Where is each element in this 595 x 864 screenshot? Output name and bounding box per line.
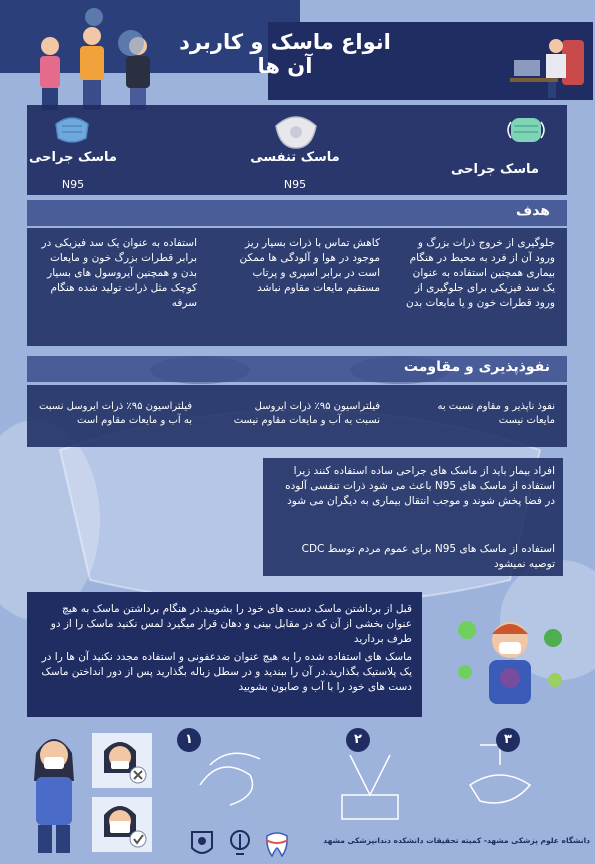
permeability-text-respirator: فیلتراسیون ۹۵٪ ذرات ایروسل نسبت به آب و مایعات مقاوم نیست xyxy=(233,401,380,426)
mask-name: ماسک جراحی xyxy=(29,150,117,165)
woman-with-mask-illustration xyxy=(22,725,87,855)
note-text-1: افراد بیمار باید از ماسک های جراحی ساده استفاده کنند زیرا استفاده از ماسک های N95 باعث می شود ذرات تنفسی آلوده در فضا پخش شوند و موجب انتقال بیماری به دیگران می شود xyxy=(285,465,555,507)
mask-code: N95 xyxy=(283,178,307,191)
dental-school-logo-icon xyxy=(262,830,292,858)
mask-code: N95 xyxy=(61,178,85,191)
permeability-text-surgical-n95: فیلتراسیون ۹۵٪ ذرات ایروسل نسبت به آب و مایعات مقاوم است xyxy=(38,401,192,426)
header-illustration-people xyxy=(30,18,160,110)
surgical-mask-icon xyxy=(505,112,547,148)
step-number: ۳ xyxy=(496,728,520,752)
goal-text-surgical-n95: استفاده به عنوان یک سد فیزیکی در برابر قطرات بزرگ خون و مایعات بدن و همچنین آیروسول های بسیار کوچک مثل ذرات تولید شده هنگام سرفه xyxy=(41,237,197,309)
step-number: ۲ xyxy=(346,728,370,752)
mask-name: ماسک جراحی xyxy=(451,162,539,177)
step-number: ۱ xyxy=(177,728,201,752)
instructions-text-1: قبل از برداشتن ماسک دست های خود را بشویید.در هنگام برداشتن ماسک به هیچ عنوان بخشی از آن که در مقابل بینی و دهان قرار میگیرد لمس نکنید ماسک را از دو طرف بردارید xyxy=(50,603,412,645)
virus-icon xyxy=(118,30,144,56)
goal-text-respirator: کاهش تماس با ذرات بسیار ریز موجود در هوا و آلودگی ها ممکن است در برابر اسپری و پرتاب مستقیم مایعات مقاوم نباشد xyxy=(239,237,380,294)
university-logo-icon xyxy=(190,828,214,858)
goal-text-surgical: جلوگیری از خروج ذرات بزرگ و ورود آن از فرد به محیط در هنگام بیماری همچنین استفاده به عنوان یک سد فیزیکی برای جلوگیری از ورود قطرات خون و یا مایعات بدن xyxy=(406,237,555,309)
permeability-text-surgical: نفوذ ناپذیر و مقاوم نسبت به مایعات نیست xyxy=(437,401,555,426)
goal-heading: هدف xyxy=(515,203,550,219)
wrong-mask-example xyxy=(92,733,152,788)
note-text-2: استفاده از ماسک های N95 برای عموم مردم توسط CDC توصیه نمیشود xyxy=(301,543,555,570)
desk-worker-illustration xyxy=(510,30,590,100)
instructions-text-2: ماسک های استفاده شده را به هیچ عنوان ضدعفونی و استفاده مجدد نکنید آن ها را در یک پلاستیک بگذارید.در آن را ببندید و در سطل زباله بگذارید پس از دور انداختن ماسک دست های خود را با آب و صابون بشویید xyxy=(41,651,412,693)
footer-credit: دانشگاه علوم پزشکی مشهد- کمیته تحقیقات دانشکده دندانپزشکی مشهد xyxy=(323,836,590,845)
permeability-heading: نفوذپذیری و مقاومت xyxy=(403,359,550,375)
research-committee-logo-icon xyxy=(228,828,252,858)
child-with-virus-illustration xyxy=(455,610,565,710)
respirator-mask-icon xyxy=(272,110,320,150)
mask-name: ماسک تنفسی xyxy=(250,150,340,165)
correct-mask-example xyxy=(92,797,152,852)
surgical-n95-mask-icon xyxy=(52,112,92,146)
virus-icon xyxy=(85,8,103,26)
page-title: انواع ماسک و کاربرد آن ها xyxy=(179,30,391,78)
